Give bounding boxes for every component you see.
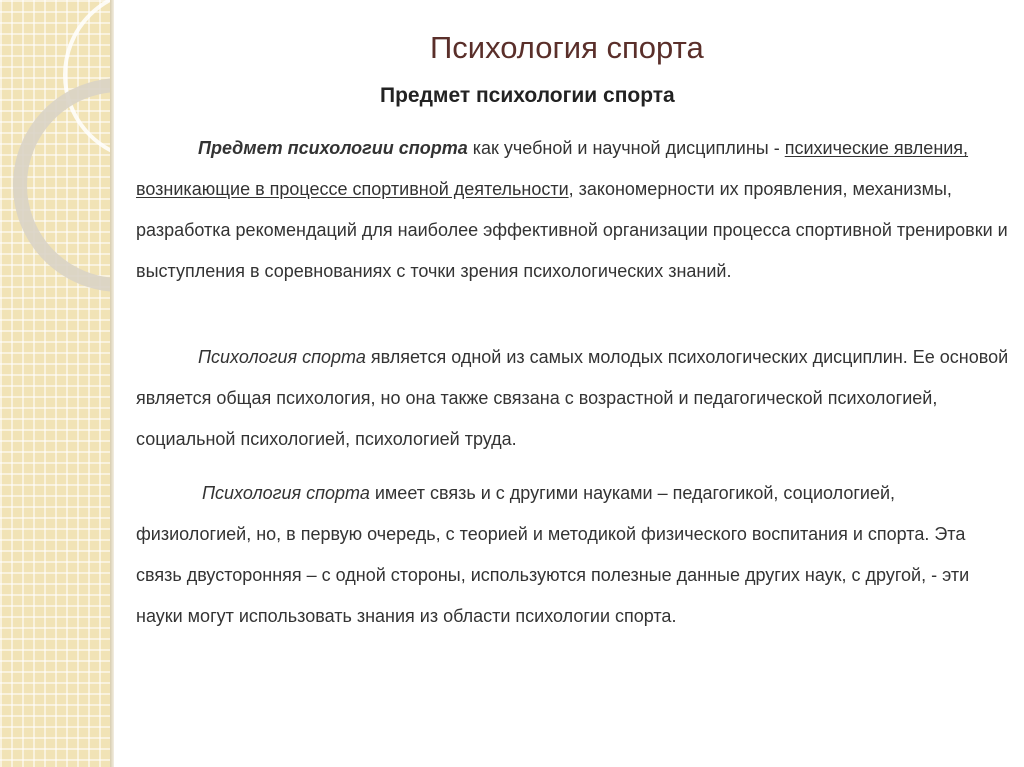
- paragraph-text: является одной из самых молодых психологических дисциплин. Ее основой является общая психология, но она также связана с возрастной и педагогической психологией, социальной психологией, психологией труда.: [136, 347, 1009, 449]
- decorative-ring-bottom: [20, 85, 110, 285]
- paragraph-text: , закономерности их проявления, механизмы, разработка рекомендаций для наиболее эффективной организации процесса спортивной тренировки и выступления в соревнованиях с точки зрения психологических знаний.: [136, 179, 1008, 281]
- paragraph-text: как учебной и научной дисциплины -: [467, 138, 785, 158]
- paragraph-subject-definition: [136, 128, 1012, 292]
- paragraph-youngest-discipline: [136, 337, 1012, 460]
- decorative-side-panel: [0, 0, 110, 767]
- decorative-rings: [0, 0, 110, 767]
- paragraph-related-sciences: [136, 473, 1012, 637]
- paragraph-term: Психология спорта: [202, 483, 370, 503]
- slide-subtitle: Предмет психологии спорта: [380, 84, 675, 107]
- panel-divider: [110, 0, 114, 767]
- underlined-phrase: психические явления, возникающие в процессе спортивной деятельности: [136, 138, 969, 199]
- paragraph-text: имеет связь и с другими науками – педагогикой, социологией, физиологией, но, в первую очередь, с теорией и методикой физического воспитания и спорта. Эта связь двусторонняя – с одной стороны, используются полезные данные других наук, с другой, - эти науки могут использовать знания из области психологии спорта.: [136, 483, 970, 626]
- slide-title: Психология спорта: [430, 30, 704, 65]
- paragraph-term: Психология спорта: [198, 347, 366, 367]
- paragraph-term: Предмет психологии спорта: [198, 138, 468, 158]
